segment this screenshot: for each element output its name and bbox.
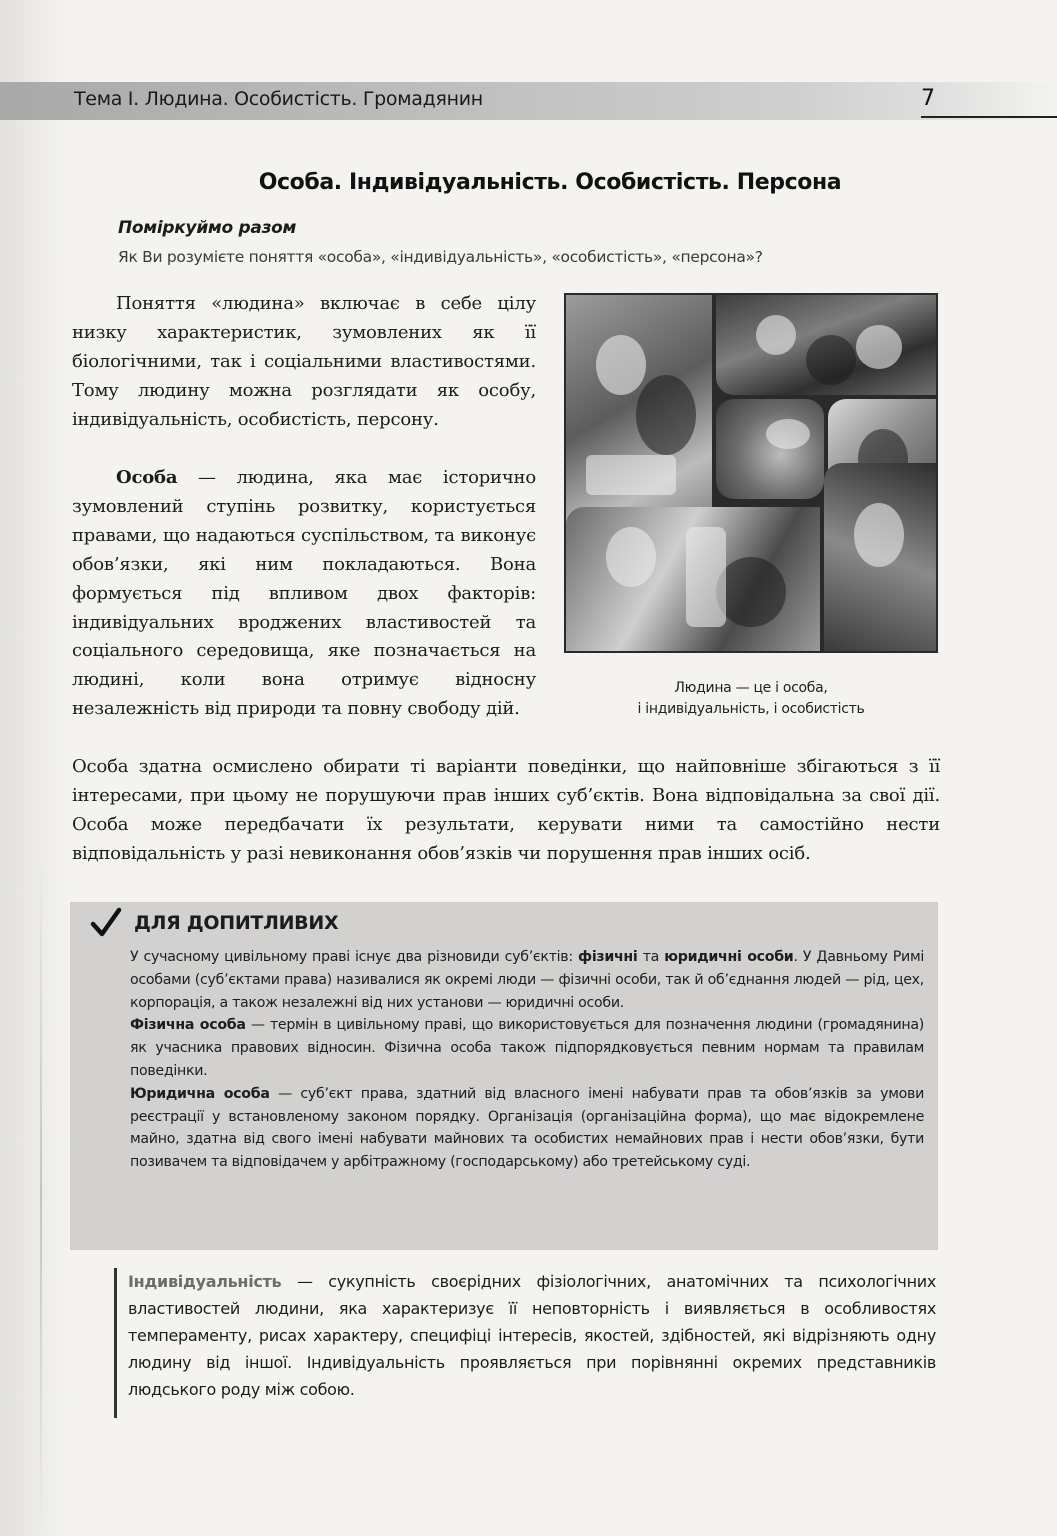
photo-caption bbox=[566, 678, 936, 720]
legal-person-term: Юридична особа bbox=[130, 1085, 270, 1102]
individuality-term: Індивідуальність bbox=[128, 1272, 282, 1291]
term-legal: юридичні особи bbox=[664, 949, 794, 965]
intro-text: Поняття «людина» включає в себе цілу низку характеристик, зумовлених як її біологічними, так і соціальними властивостями. Тому людину можна розглядати як особу, індивідуальність, особистість, персону. bbox=[72, 293, 536, 430]
think-question: Як Ви розумієте поняття «особа», «індивідуальність», «особистість», «персона»? bbox=[118, 248, 763, 266]
curious-title: ДЛЯ ДОПИТЛИВИХ bbox=[134, 912, 339, 934]
section-title: Особа. Індивідуальність. Особистість. Персона bbox=[258, 170, 842, 195]
running-header-title: Тема І. Людина. Особистість. Громадянин bbox=[74, 88, 483, 110]
osoba-paragraph bbox=[72, 464, 536, 724]
photo-microscope-sample bbox=[716, 399, 824, 499]
intro-paragraph bbox=[72, 290, 536, 435]
physical-person-term: Фізична особа bbox=[130, 1017, 246, 1034]
definition-bar bbox=[114, 1268, 117, 1418]
binding-shadow bbox=[40, 860, 42, 1530]
page-number: 7 bbox=[921, 86, 935, 111]
page-number-rule bbox=[921, 116, 1057, 118]
individuality-text: — сукупність своєрідних фізіологічних, анатомічних та психологічних властивостей людини, яка характеризує її неповторність і виявляється в особливостях темпераменту, рисах характеру, специфіці інтересів, якостей, здібностей, які відрізняють одну людину від іншої. Індивідуальність проявляється при порівнянні окремих представників людського роду між собою. bbox=[128, 1272, 936, 1399]
curious-text bbox=[130, 946, 924, 1174]
osoba-term: Особа bbox=[116, 467, 178, 488]
photo-students-lab bbox=[566, 295, 712, 535]
osoba-continued-paragraph: Особа здатна осмислено обирати ті варіанти поведінки, що найповніше збігаються з її інтересами, при цьому не порушуючи прав інших суб’єктів. Вона відповідальна за свої дії. Особа може передбачати їх результати, керувати ними та самостійно нести відповідальність у разі невиконання обов’язків чи порушення прав інших осіб. bbox=[72, 756, 940, 864]
think-heading: Поміркуймо разом bbox=[118, 218, 297, 238]
photo-student-portrait bbox=[824, 463, 936, 651]
individuality-definition bbox=[128, 1268, 936, 1403]
page-edge-shadow bbox=[0, 0, 70, 1536]
curious-paragraph-physical: Фізична особа — термін в цивільному праві, що використовується для позначення людини (громадянина) як учасника правових відносин. Фізична особа також підпорядковується певним нормам та правилам поведінки. bbox=[130, 1017, 924, 1079]
photo-caption-line1: Людина — це і особа, bbox=[674, 680, 828, 696]
osoba-text: — людина, яка має історично зумовлений ступінь розвитку, користується правами, що надаються суспільством, та виконує обов’язки, які ним покладаються. Вона формується під впливом двох факторів: індивідуальних вроджених властивостей та соціального середовища, яке позначається на людині, коли вона отримує відносну незалежність від природи та повну свободу дій. bbox=[72, 467, 536, 720]
photo-microscope-students bbox=[566, 507, 820, 651]
photo-group-discussion bbox=[716, 295, 936, 395]
photo-caption-line2: і індивідуальність, і особистість bbox=[637, 701, 865, 717]
check-icon bbox=[90, 906, 122, 940]
photo-collage bbox=[564, 293, 938, 653]
term-physical: фізичні bbox=[578, 949, 638, 965]
curious-paragraph-legal: Юридична особа — суб’єкт права, здатний від власного імені набувати прав та обов’язків за умови реєстрації у встановленому законом порядку. Організація (організаційна форма), що має відокремлене майно, здатна від свого імені набувати майнових та особистих немайнових прав і нести обов’язки, бути позивачем та відповідачем у арбітражному (господарському) або третейському суді. bbox=[130, 1085, 924, 1171]
curious-paragraph-subjects: У сучасному цивільному праві існує два різновиди суб’єктів: фізичні та юридичні особи. У Давньому Римі особами (суб’єктами права) називалися як окремі люди — фізичні особи, так й об’єднання людей — рід, цех, корпорація, а також незалежні від них установи — юридичні особи. bbox=[130, 949, 925, 1011]
